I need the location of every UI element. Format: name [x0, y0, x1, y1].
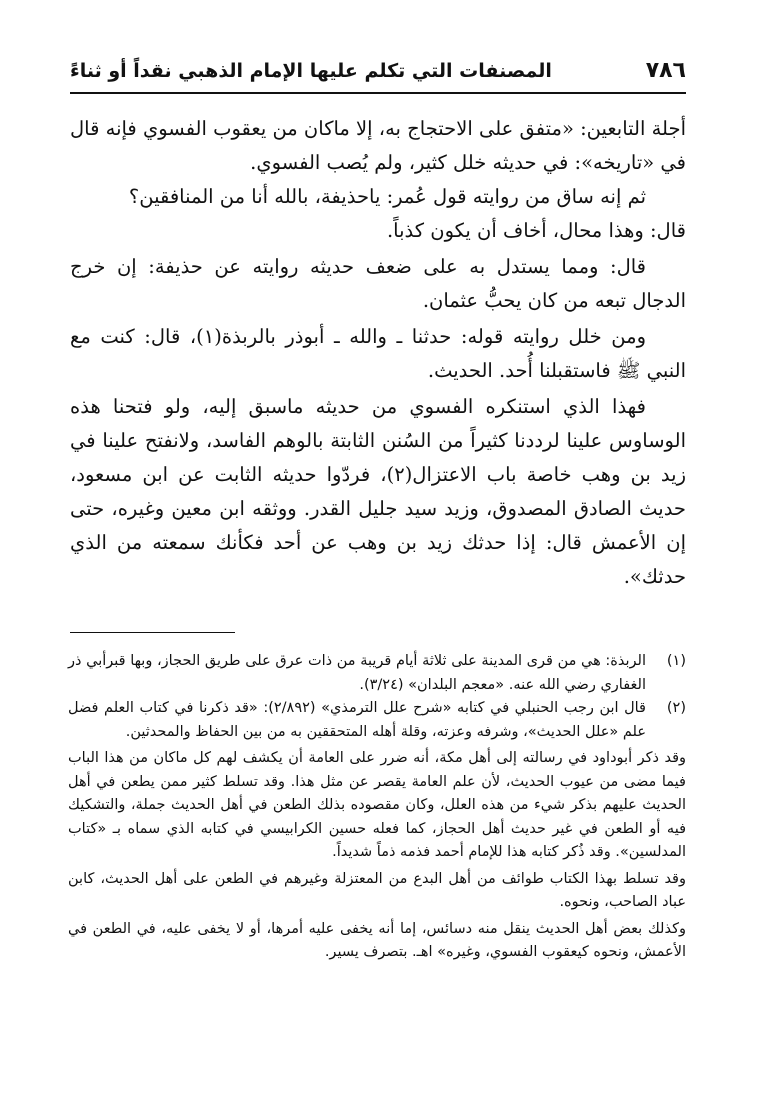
footnote-1-number: (١) — [666, 653, 686, 669]
footnote-2-text: قال ابن رجب الحنبلي في كتابه «شرح علل الترمذي» (٢/٨٩٢): «قد ذكرنا في كتاب العلم فضل علم «علل الحديث»، وشرفه وعزته، وقلة أهله المتحققين به من بين الحفاظ والمحدثين. — [68, 700, 646, 740]
footnote-2-paragraph-2: وقد ذكر أبوداود في رسالته إلى أهل مكة، أنه ضرر على العامة أن يكشف لهم كل ماكان من هذا الباب فيما مضى من عيوب الحديث، لأن علم العامة يقصر عن مثل هذا. وقد تسلط كثير ممن يطعن في أهل الحديث عليهم بذكر شيء من هذه العلل، وكان مقصوده بذلك الطعن في أهل الحديث جملة، والتشكيك فيه أو الطعن في غير حديث أهل الحجاز، كما فعله حسين الكرابيسي في كتابه الذي سماه بـ «كتاب المدلسين». وقد ذُكر كتابه هذا للإمام أحمد فذمه ذماً شديداً. — [68, 750, 686, 860]
paragraph-2: ثم إنه ساق من روايته قول عُمر: ياحذيفة، بالله أنا من المنافقين؟ — [128, 185, 646, 208]
paragraph-6: فهذا الذي استنكره الفسوي من حديثه ماسبق إليه، ولو فتحنا هذه الوساوس علينا لرددنا كثيراً من السُنن الثابتة بالوهم الفاسد، ولانفتح علينا في زيد بن وهب خاصة باب الاعتزال(٢)، فردّوا حديثه الثابت عن ابن مسعود، حديث الصادق المصدوق، وزيد سيد جليل القدر. ووثقه ابن معين وغيره، حتى إن الأعمش قال: إذا حدثك زيد بن وهب عن أحد فكأنك سمعته من الذي حدثك». — [70, 395, 686, 588]
paragraph-4: قال: ومما يستدل به على ضعف حديثه روايته عن حذيفة: إن خرج الدجال تبعه من كان يحبُّ عثمان. — [70, 255, 686, 312]
paragraph-1: أجلة التابعين: «متفق على الاحتجاج به، إلا ماكان من يعقوب الفسوي فإنه قال في «تاريخه»: في حديثه خلل كثير، ولم يُصب الفسوي. — [69, 117, 686, 174]
footnote-separator — [70, 632, 235, 633]
paragraph-5: ومن خلل روايته قوله: حدثنا ـ والله ـ أبوذر بالربذة(١)، قال: كنت مع النبي ﷺ فاستقبلنا أُحد. الحديث. — [70, 325, 686, 382]
footnote-2-paragraph-3: وقد تسلط بهذا الكتاب طوائف من أهل البدع من المعتزلة وغيرهم في الطعن على أهل الحديث، كابن عباد الصاحب، ونحوه. — [68, 870, 686, 910]
footnotes — [68, 650, 686, 965]
running-title: المصنفات التي تكلم عليها الإمام الذهبي نقداً أو ثناءً — [70, 60, 552, 82]
footnote-2-paragraph-4: وكذلك بعض أهل الحديث ينقل منه دسائس، إما أنه يخفى عليه أمرها، أو لا يخفى عليه، في الطعن في الأعمش، ونحوه كيعقوب الفسوي، وغيره» اهـ. بتصرف يسير. — [68, 920, 686, 960]
footnote-1 — [68, 650, 686, 697]
footnote-1-text: الربذة: هي من قرى المدينة على ثلاثة أيام قريبة من ذات عرق على طريق الحجاز، وبها قبرأبي ذر الغفاري رضي الله عنه. «معجم البلدان» (٣/٢٤). — [68, 653, 646, 693]
footnote-2 — [68, 697, 686, 744]
footnote-2-number: (٢) — [666, 700, 686, 716]
main-text — [70, 112, 686, 594]
page-number: ٧٨٦ — [645, 58, 686, 83]
paragraph-3: قال: وهذا محال، أخاف أن يكون كذباً. — [386, 219, 686, 242]
running-header — [70, 56, 686, 94]
